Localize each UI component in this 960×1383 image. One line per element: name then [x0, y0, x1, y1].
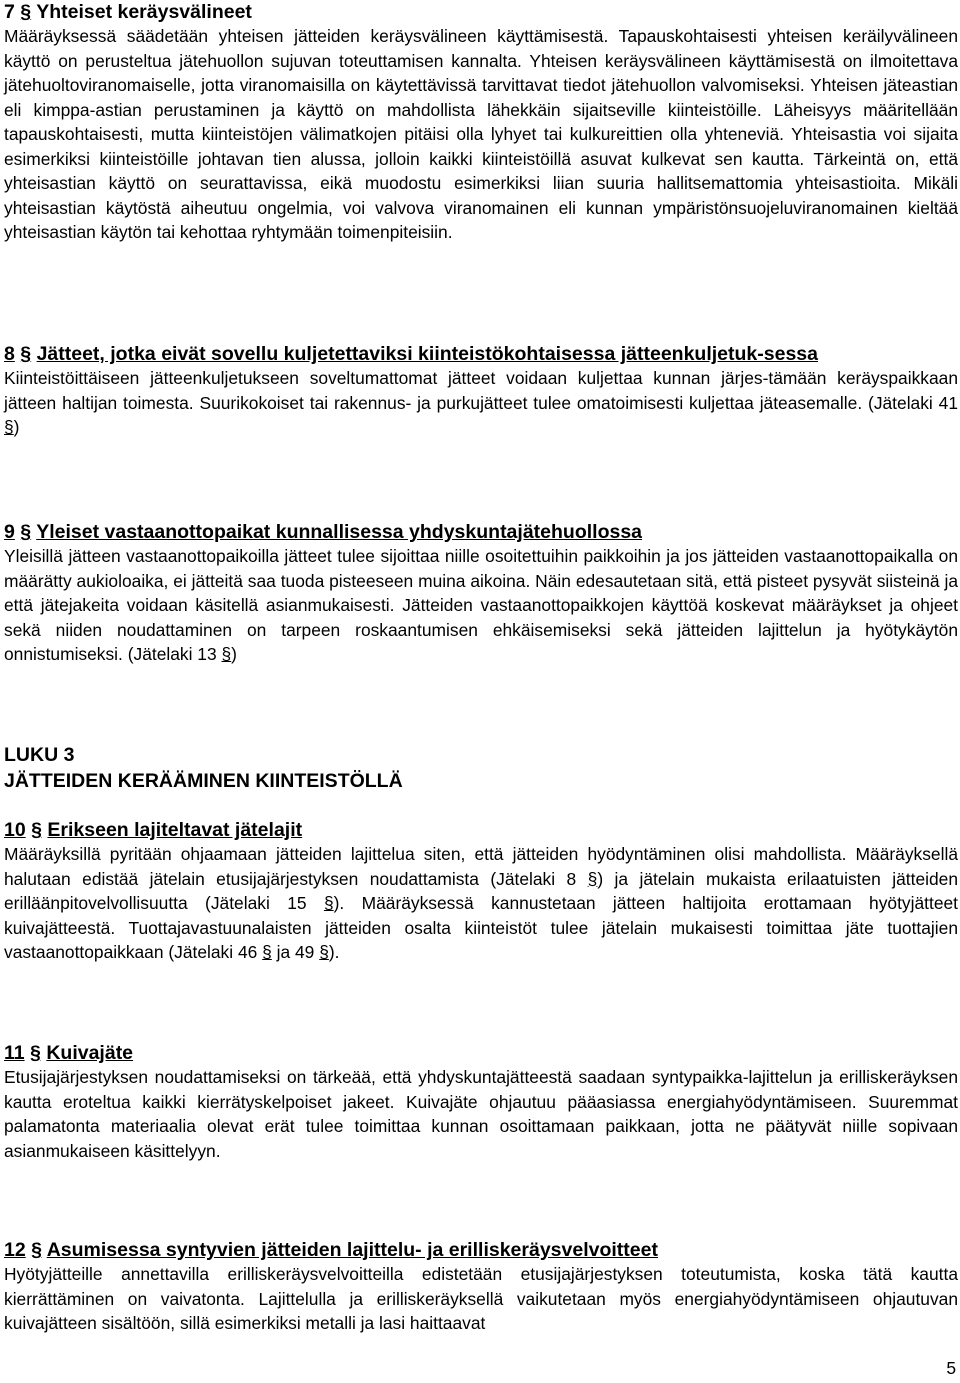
- section-12-heading: [4, 1238, 958, 1262]
- paragraph-symbol: §: [20, 1, 32, 23]
- section-8-heading: [4, 342, 958, 366]
- section-10-heading: [4, 818, 958, 842]
- section-8-text: [4, 366, 958, 440]
- paragraph-symbol: §: [221, 644, 232, 664]
- paragraph-symbol: §: [20, 343, 32, 365]
- section-number: 12: [4, 1239, 26, 1261]
- section-number: 7: [4, 1, 15, 23]
- paragraph-symbol: §: [20, 521, 32, 543]
- paragraph-symbol: §: [4, 417, 14, 437]
- section-title: Yleiset vastaanottopaikat kunnallisessa yhdyskuntajätehuollossa: [36, 521, 643, 543]
- section-9-text: [4, 544, 958, 667]
- section-title: Erikseen lajiteltavat jätelajit: [47, 819, 303, 841]
- paragraph-symbol: §: [587, 868, 598, 889]
- paragraph-symbol: §: [323, 893, 334, 913]
- section-title: Kuivajäte: [46, 1042, 134, 1064]
- paragraph-symbol: §: [31, 1239, 42, 1261]
- page-number: 5: [946, 1358, 956, 1378]
- section-10-text: [4, 842, 958, 965]
- section-10-text-5: ).: [328, 942, 340, 962]
- section-10-text-1: Määräyksillä pyritään ohjaamaan jätteiden lajittelua siten, että jätteiden hyödyntäminen olisi mahdollista. Määräyksellä halutaan edistää jätelain etusijajärjestyksen noudattamista (Jätelaki 8: [4, 844, 958, 889]
- section-8-text-2: ): [13, 417, 20, 437]
- section-7-heading: [4, 0, 958, 24]
- chapter-3: [4, 742, 958, 794]
- section-11-heading: [4, 1041, 958, 1065]
- section-8: [4, 342, 958, 440]
- paragraph-symbol: §: [262, 942, 272, 962]
- paragraph-symbol: §: [31, 819, 42, 841]
- section-9-text-1: Yleisillä jätteen vastaanottopaikoilla jätteet tulee sijoittaa niille osoitettuihin paikkoihin ja jos jätteiden vastaanottopaikalla on määrätty aukioloaika, ei jätteitä saa tuoda pisteeseen muina aikoina. Näin edesautetaan sitä, että pisteet pysyvät siisteinä ja että jätejakeita voidaan käsitellä asianmukaisesti. Jätteiden vastaanottopaikkojen käyttöä koskevat määräykset ja ohjeet sekä niiden noudattaminen on tarpeen roskaantumisen ehkäisemiseksi sekä jätteiden lajittelun ja hyötykäytön onnistumiseksi. (Jätelaki 13: [4, 546, 958, 664]
- paragraph-symbol: §: [319, 942, 329, 962]
- section-number: 8: [4, 343, 15, 365]
- section-title: Asumisessa syntyvien jätteiden lajittelu- ja erilliskeräysvelvoitteet: [46, 1239, 658, 1261]
- section-12: [4, 1238, 958, 1336]
- section-10: [4, 818, 958, 965]
- section-10-text-2: ) ja jätelain mukaista erilaatuisten jätteiden erilläänpitovelvollisuutta (Jätelaki 15: [4, 868, 958, 913]
- section-number: 11: [4, 1042, 25, 1064]
- paragraph-symbol: §: [30, 1042, 41, 1064]
- section-12-text: Hyötyjätteille annettavilla erilliskeräysvelvoitteilla edistetään etusijajärjestyksen toteutumista, koska tätä kautta kierrättäminen on vaivatonta. Lajittelulla ja erilliskeräyksellä vaikutetaan myös energiahyödyntämiseen ohjautuvan kuivajätteen sisältöön, sillä esimerkiksi metalli ja lasi haittaavat: [4, 1264, 958, 1333]
- section-9-text-2: ): [231, 644, 237, 664]
- chapter-title: JÄTTEIDEN KERÄÄMINEN KIINTEISTÖLLÄ: [4, 770, 403, 792]
- section-8-text-1: Kiinteistöittäiseen jätteenkuljetukseen soveltumattomat jätteet voidaan kuljettaa kunnan järjes-tämään keräyspaikkaan jätteen haltijan toimesta. Suurikokoiset tai rakennus- ja purkujätteet tulee omatoimisesti kuljettaa jäteasemalle. (Jätelaki 41: [4, 368, 958, 413]
- section-11: [4, 1041, 958, 1163]
- section-number: 9: [4, 521, 15, 543]
- section-10-text-3: ). Määräyksessä kannustetaan jätteen haltijoita erottamaan hyötyjätteet kuivajätteestä. Tuottajavastuunalaisten jätteiden osalta kiinteistöt tulee jätelain mukaisesti toimittaa jäte tuottajien vastaanottopaikkaan (Jätelaki 46: [4, 893, 958, 962]
- section-9-heading: [4, 520, 958, 544]
- section-9: [4, 520, 958, 667]
- section-11-text: Etusijajärjestyksen noudattamiseksi on tärkeää, että yhdyskuntajätteestä saadaan syntypaikka-lajittelun ja erilliskeräyksen kautta eroteltua kaikki kierrätyskelpoiset jakeet. Kuivajäte ohjautuu pääasiassa energiahyödyntämiseen. Suuremmat palamatonta materiaalia olevat erät tulee toimittaa kunnan osoittamaan paikkaan, jotta ne päätyvät niille sopivaan asianmukaiseen käsittelyyn.: [4, 1067, 958, 1161]
- section-7: [4, 0, 958, 245]
- section-title: Jätteet, jotka eivät sovellu kuljetettaviksi kiinteistökohtaisessa jätteenkuljetuk-sessa: [36, 343, 818, 365]
- section-number: 10: [4, 819, 26, 841]
- section-10-text-4: ja 49: [271, 942, 315, 962]
- section-7-text: Määräyksessä säädetään yhteisen jätteiden keräysvälineen käyttämisestä. Tapauskohtaisesti yhteisen keräilyvälineen käyttö on perusteltua jätehuollon sujuvan toteuttamisen kannalta. Yhteisen keräysvälineen käyttämisestä on ilmoitettava jätehuoltoviranomaiselle, jotta viranomaisilla on käytettävissä tarvittavat tiedot jätehuollon valvomiseksi. Yhteisen jäteastian eli kimppa-astian perustaminen ja käyttö on mahdollista lähekkäin sijaitseville kiinteistöille. Läheisyys määritellään tapauskohtaisesti, mutta kiinteistöjen välimatkojen pitäisi olla lyhyet tai kulkureittien olla yhteneviä. Yhteisastia voi sijaita esimerkiksi kiinteistöille johtavan tien alussa, jolloin kaikki kiinteistöillä asuvat kulkevat sen kautta. Tärkeintä on, että yhteisastian käyttö on seurattavissa, eikä muodostu esimerkiksi liian suuria hallitsemattomia yhteisastioita. Mikäli yhteisastian käytöstä aiheutuu ongelmia, voi valvova viranomainen eli kunnan ympäristönsuojeluviranomainen kieltää yhteisastian käytön tai kehottaa ryhtymään toimenpiteisiin.: [4, 26, 958, 242]
- chapter-label: LUKU 3: [4, 744, 75, 766]
- section-title: Yhteiset keräysvälineet: [36, 1, 252, 23]
